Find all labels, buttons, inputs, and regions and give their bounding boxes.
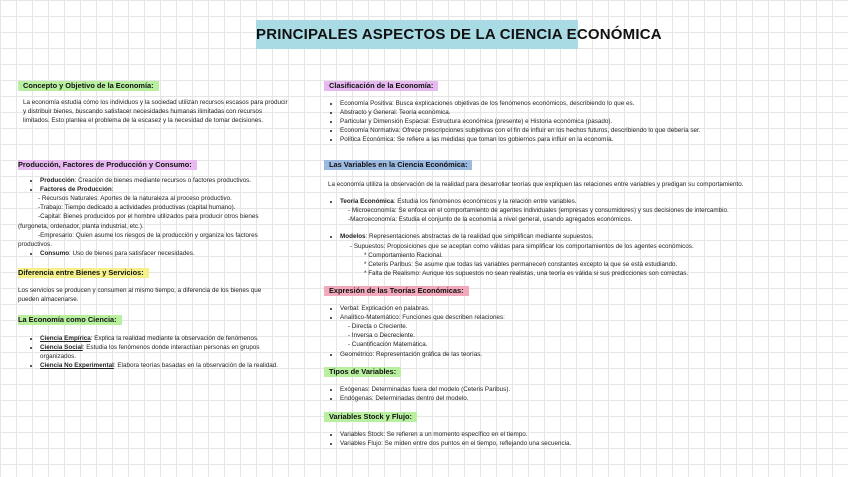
list-item: • Modelos: Representaciones abstractas de la realidad que simplifican mediante supuestos. bbox=[340, 232, 834, 241]
section-diferencia bbox=[18, 268, 284, 304]
heading-ciencia: La Economía como Ciencia: bbox=[18, 315, 122, 325]
heading-tipos: Tipos de Variables: bbox=[324, 367, 401, 377]
supuesto-3: * Falta de Realismo: Aunque los supuestos no sean realistas, una teoría es válida si sus predicciones son correctas. bbox=[364, 269, 689, 277]
list-item: • Particular y Dimensión Espacial: Estructura económica (presente) e Historia económica (pasado). bbox=[340, 117, 824, 126]
heading-clasificacion: Clasificación de la Economía: bbox=[324, 81, 438, 91]
list-item: • Verbal: Explicación en palabras. bbox=[340, 304, 824, 313]
expresion-sub-2: - Inversa o Decreciente. bbox=[348, 332, 415, 340]
heading-produccion: Producción, Factores de Producción y Consumo: bbox=[18, 160, 197, 170]
variables-intro: La economía utiliza la observación de la realidad para desarrollar teorías que expliquen las relaciones entre variables y predigan su comportamiento. bbox=[328, 181, 744, 189]
supuesto-1: * Comportamiento Racional. bbox=[364, 251, 443, 259]
produccion-list bbox=[18, 176, 284, 194]
list-item: • Analítico-Matemático: Funciones que describen relaciones: bbox=[340, 313, 824, 322]
list-item: • Variables Stock: Se refieren a un momento específico en el tiempo. bbox=[340, 430, 824, 439]
list-item: • Abstracto y General: Teoría económica. bbox=[340, 108, 824, 117]
supuesto-2: * Ceteris Paribus: Se asume que todas las variables permanecen constantes excepto la que se está estudiando. bbox=[364, 260, 678, 268]
micro-text: - Microeconomía: Se enfoca en el comportamiento de agentes individuales (empresas y consumidores) y sus decisiones de intercambio. bbox=[348, 207, 729, 215]
section-produccion bbox=[18, 160, 284, 258]
list-item: • Ciencia Social: Estudia los fenómenos donde interactúan personas en grupos organizados. bbox=[40, 343, 284, 361]
heading-expresion: Expresión de las Teorías Económicas: bbox=[324, 286, 469, 296]
concepto-text: La economía estudia cómo los individuos y la sociedad utilizan recursos escasos para producir y distribuir bienes, buscando satisfacer necesidades humanas ilimitadas con recursos limitados. Esto plantea el problema de la escasez y la necesidad de tomar decisiones. bbox=[23, 99, 288, 125]
supuestos-text: - Supuestos: Proposiciones que se aceptan como válidas para simplificar los comportamientos de los agentes económicos. bbox=[350, 242, 694, 250]
page-title: PRINCIPALES ASPECTOS DE LA CIENCIA ECONÓMICA bbox=[256, 20, 578, 49]
list-item: • Economía Normativa: Ofrece prescripciones subjetivas con el fin de influir en los hechos futuros, describiendo lo que debería ser. bbox=[340, 126, 824, 135]
section-variables bbox=[324, 160, 834, 278]
list-item: • Consumo: Uso de bienes para satisfacer necesidades. bbox=[40, 249, 284, 258]
section-tipos bbox=[324, 367, 824, 403]
heading-concepto: Concepto y Objetivo de la Economía: bbox=[18, 81, 159, 91]
stock-list bbox=[324, 430, 824, 448]
list-item: • Ciencia Empírica: Explica la realidad mediante la observación de fenómenos. bbox=[40, 334, 284, 343]
factor-trabajo: -Trabajo: Tiempo dedicado a actividades productivas (capital humano). bbox=[38, 204, 236, 212]
ciencia-list bbox=[18, 334, 284, 370]
list-item: • Ciencia No Experimental: Elabora teorías basadas en la observación de la realidad. bbox=[40, 361, 284, 370]
macro-text: -Macroeconomía: Estudia el conjunto de la economía a nivel general, usando agregados económicos. bbox=[348, 216, 633, 224]
heading-stock: Variables Stock y Flujo: bbox=[324, 412, 417, 422]
expresion-sub-3: - Cuantificación Matemática. bbox=[348, 341, 428, 349]
diferencia-text: Los servicios se producen y consumen al mismo tiempo, a diferencia de los bienes que pueden almacenarse. bbox=[18, 287, 262, 304]
section-stock bbox=[324, 412, 824, 448]
factor-recursos: - Recursos Naturales: Aportes de la naturaleza al proceso productivo. bbox=[38, 195, 232, 203]
section-ciencia bbox=[18, 315, 284, 370]
clasificacion-list bbox=[324, 99, 824, 144]
list-item: • Producción: Creación de bienes mediante recursos o factores productivos. bbox=[40, 176, 284, 185]
list-item: • Exógenas: Determinadas fuera del modelo (Ceteris Paribus). bbox=[340, 385, 824, 394]
list-item: • Política Económica: Se refiere a las medidas que toman los gobiernos para influir en la economía. bbox=[340, 135, 824, 144]
heading-variables: Las Variables en la Ciencia Económica: bbox=[324, 160, 472, 170]
list-item: • Geométrico: Representación gráfica de las teorías. bbox=[340, 350, 824, 359]
list-item: • Factores de Producción: bbox=[40, 185, 284, 194]
factor-empresario: -Empresario: Quien asume los riesgos de la producción y organiza los factores productivos. bbox=[18, 231, 258, 248]
modelos-list bbox=[324, 232, 834, 241]
section-expresion bbox=[324, 286, 824, 359]
heading-diferencia: Diferencia entre Bienes y Servicios: bbox=[18, 268, 149, 278]
factor-capital: -Capital: Bienes producidos por el hombre utilizados para producir otros bienes (furgoneta, ordenador, planta industrial, etc.). bbox=[18, 213, 259, 230]
section-concepto bbox=[18, 81, 294, 125]
list-item: • Variables Flujo: Se miden entre dos puntos en el tiempo, reflejando una secuencia. bbox=[340, 439, 824, 448]
expresion-list-2 bbox=[324, 350, 824, 359]
section-clasificacion bbox=[324, 81, 824, 145]
list-item: • Economía Positiva: Busca explicaciones objetivas de los fenómenos económicos, describiendo lo que es. bbox=[340, 99, 824, 108]
tipos-list bbox=[324, 385, 824, 403]
expresion-sub-1: - Directa o Creciente. bbox=[348, 323, 408, 331]
teoria-list bbox=[324, 197, 834, 206]
list-item: • Endógenas: Determinadas dentro del modelo. bbox=[340, 394, 824, 403]
list-item: • Teoría Económica: Estudia los fenómenos económicos y la relación entre variables. bbox=[340, 197, 834, 206]
expresion-list bbox=[324, 304, 824, 322]
consumo-list bbox=[18, 249, 284, 258]
